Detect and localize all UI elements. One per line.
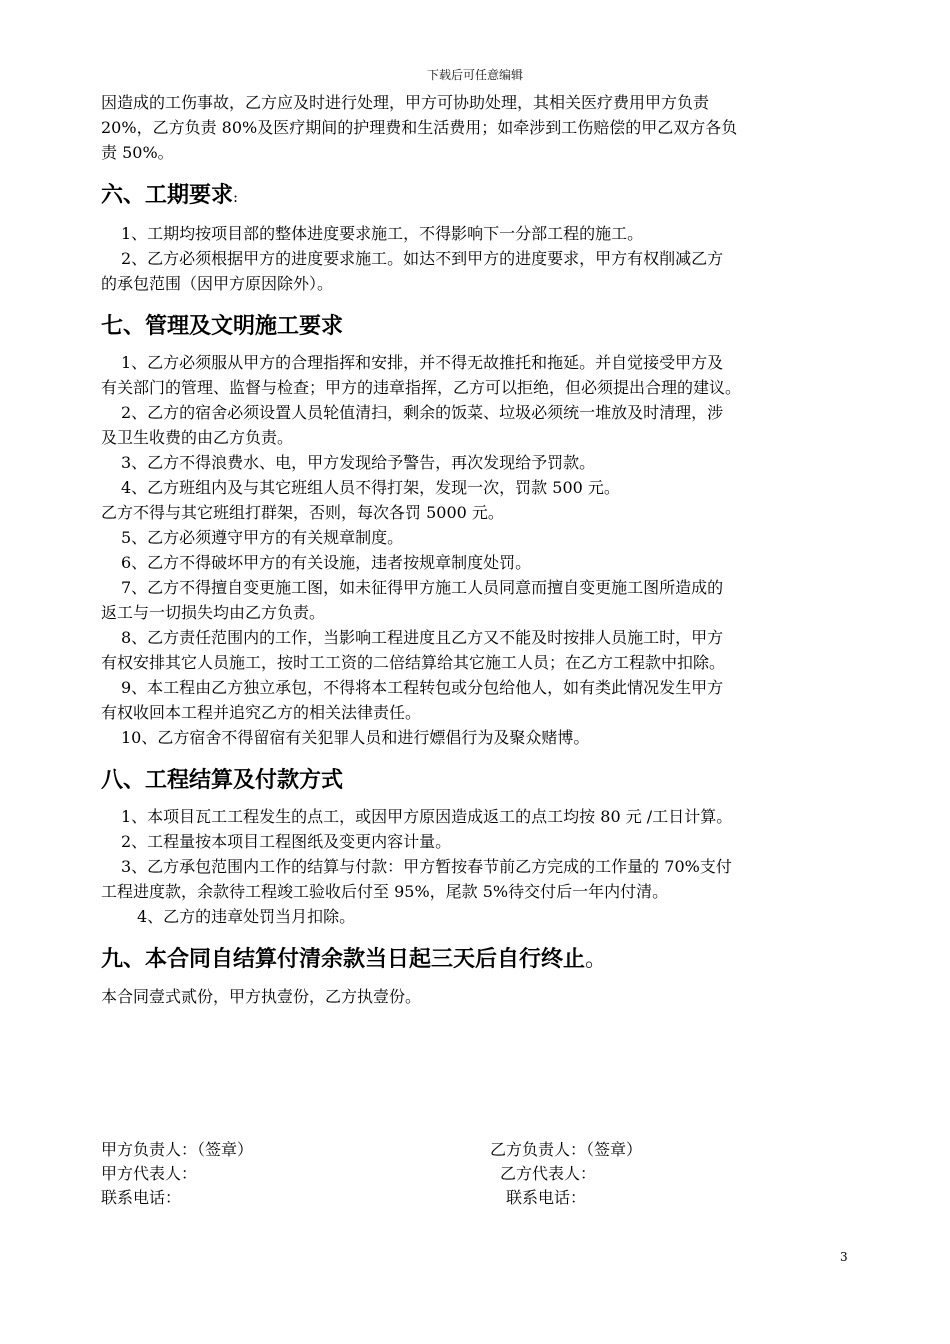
section-7-item: 5、乙方必须遵守甲方的有关规章制度。 xyxy=(121,528,404,547)
section-8-item: 1、本项目瓦工工程发生的点工，或因甲方原因造成返工的点工均按 80 元 /工日计算。 xyxy=(121,807,733,826)
section-8-item: 4、乙方的违章处罚当月扣除。 xyxy=(137,907,356,926)
party-b-responsible: 乙方负责人：（签章） xyxy=(490,1140,643,1159)
section-7-item: 6、乙方不得破坏甲方的有关设施，违者按规章制度处罚。 xyxy=(121,553,532,572)
section-7-item: 7、乙方不得擅自变更施工图，如未征得甲方施工人员同意而擅自变更施工图所造成的 xyxy=(121,578,724,597)
party-b-phone: 联系电话： xyxy=(506,1188,587,1207)
section-6-title: 六、工期要求 xyxy=(101,182,234,208)
section-9-title: 九、本合同自结算付清余款当日起三天后自行终止 xyxy=(101,946,586,972)
page-header: 下载后可任意编辑 xyxy=(426,68,523,82)
section-7-item: 乙方不得与其它班组打群架，否则，每次各罚 5000 元。 xyxy=(101,503,504,522)
party-b-representative: 乙方代表人： xyxy=(500,1164,597,1183)
section-8-item: 工程进度款，余款待工程竣工验收后付至 95%，尾款 5%待交付后一年内付清。 xyxy=(101,882,669,901)
section-8-heading: 八、工程结算及付款方式 xyxy=(101,767,344,793)
section-6-item: 的承包范围（因甲方原因除外）。 xyxy=(101,274,334,293)
party-a-responsible: 甲方负责人：（签章） xyxy=(101,1140,254,1159)
copies-note: 本合同壹式贰份，甲方执壹份，乙方执壹份。 xyxy=(101,987,422,1006)
document-body xyxy=(101,90,861,1009)
section-9-title-period: 。 xyxy=(585,947,608,972)
section-6-title-colon: : xyxy=(233,188,239,206)
party-a-phone: 联系电话： xyxy=(101,1188,182,1207)
intro-line: 责 50%。 xyxy=(101,143,174,162)
party-b-signature-block xyxy=(490,1138,642,1210)
intro-line: 20%，乙方负责 80%及医疗期间的护理费和生活费用；如牵涉到工伤赔偿的甲乙双方各负 xyxy=(101,118,738,137)
section-7-item: 及卫生收费的由乙方负责。 xyxy=(101,428,294,447)
section-6-item: 2、乙方必须根据甲方的进度要求施工。如达不到甲方的进度要求，甲方有权削减乙方 xyxy=(121,249,724,268)
section-7-item: 4、乙方班组内及与其它班组人员不得打架，发现一次，罚款 500 元。 xyxy=(121,478,620,497)
section-7-item: 2、乙方的宿舍必须设置人员轮值清扫，剩余的饭菜、垃圾必须统一堆放及时清理，涉 xyxy=(121,403,724,422)
section-7-item: 10、乙方宿舍不得留宿有关犯罪人员和进行嫖倡行为及聚众赌博。 xyxy=(121,728,590,747)
section-7-item: 有关部门的管理、监督与检查；甲方的违章指挥，乙方可以拒绝，但必须提出合理的建议。 xyxy=(101,378,742,397)
party-a-signature-block xyxy=(101,1138,253,1210)
party-a-representative: 甲方代表人： xyxy=(101,1164,198,1183)
section-8-item: 3、乙方承包范围内工作的结算与付款：甲方暂按春节前乙方完成的工作量的 70%支付 xyxy=(121,857,732,876)
section-7-item: 1、乙方必须服从甲方的合理指挥和安排，并不得无故推托和拖延。并自觉接受甲方及 xyxy=(121,353,724,372)
section-8-item: 2、工程量按本项目工程图纸及变更内容计量。 xyxy=(121,832,452,851)
section-7-item: 有权安排其它人员施工，按时工工资的二倍结算给其它施工人员；在乙方工程款中扣除。 xyxy=(101,653,726,672)
section-9-heading xyxy=(101,943,861,976)
intro-line: 因造成的工伤事故，乙方应及时进行处理，甲方可协助处理，其相关医疗费用甲方负责 xyxy=(101,93,710,112)
page-number: 3 xyxy=(840,1250,848,1264)
section-7-heading: 七、管理及文明施工要求 xyxy=(101,313,344,339)
section-7-item: 8、乙方责任范围内的工作，当影响工程进度且乙方又不能及时按排人员施工时，甲方 xyxy=(121,628,724,647)
section-6-heading xyxy=(101,179,861,213)
section-7-item: 9、本工程由乙方独立承包，不得将本工程转包或分包给他人，如有类此情况发生甲方 xyxy=(121,678,724,697)
section-7-item: 有权收回本工程并追究乙方的相关法律责任。 xyxy=(101,703,422,722)
section-7-item: 返工与一切损失均由乙方负责。 xyxy=(101,603,326,622)
section-7-item: 3、乙方不得浪费水、电，甲方发现给予警告，再次发现给予罚款。 xyxy=(121,453,596,472)
section-6-item: 1、工期均按项目部的整体进度要求施工，不得影响下一分部工程的施工。 xyxy=(121,224,644,243)
